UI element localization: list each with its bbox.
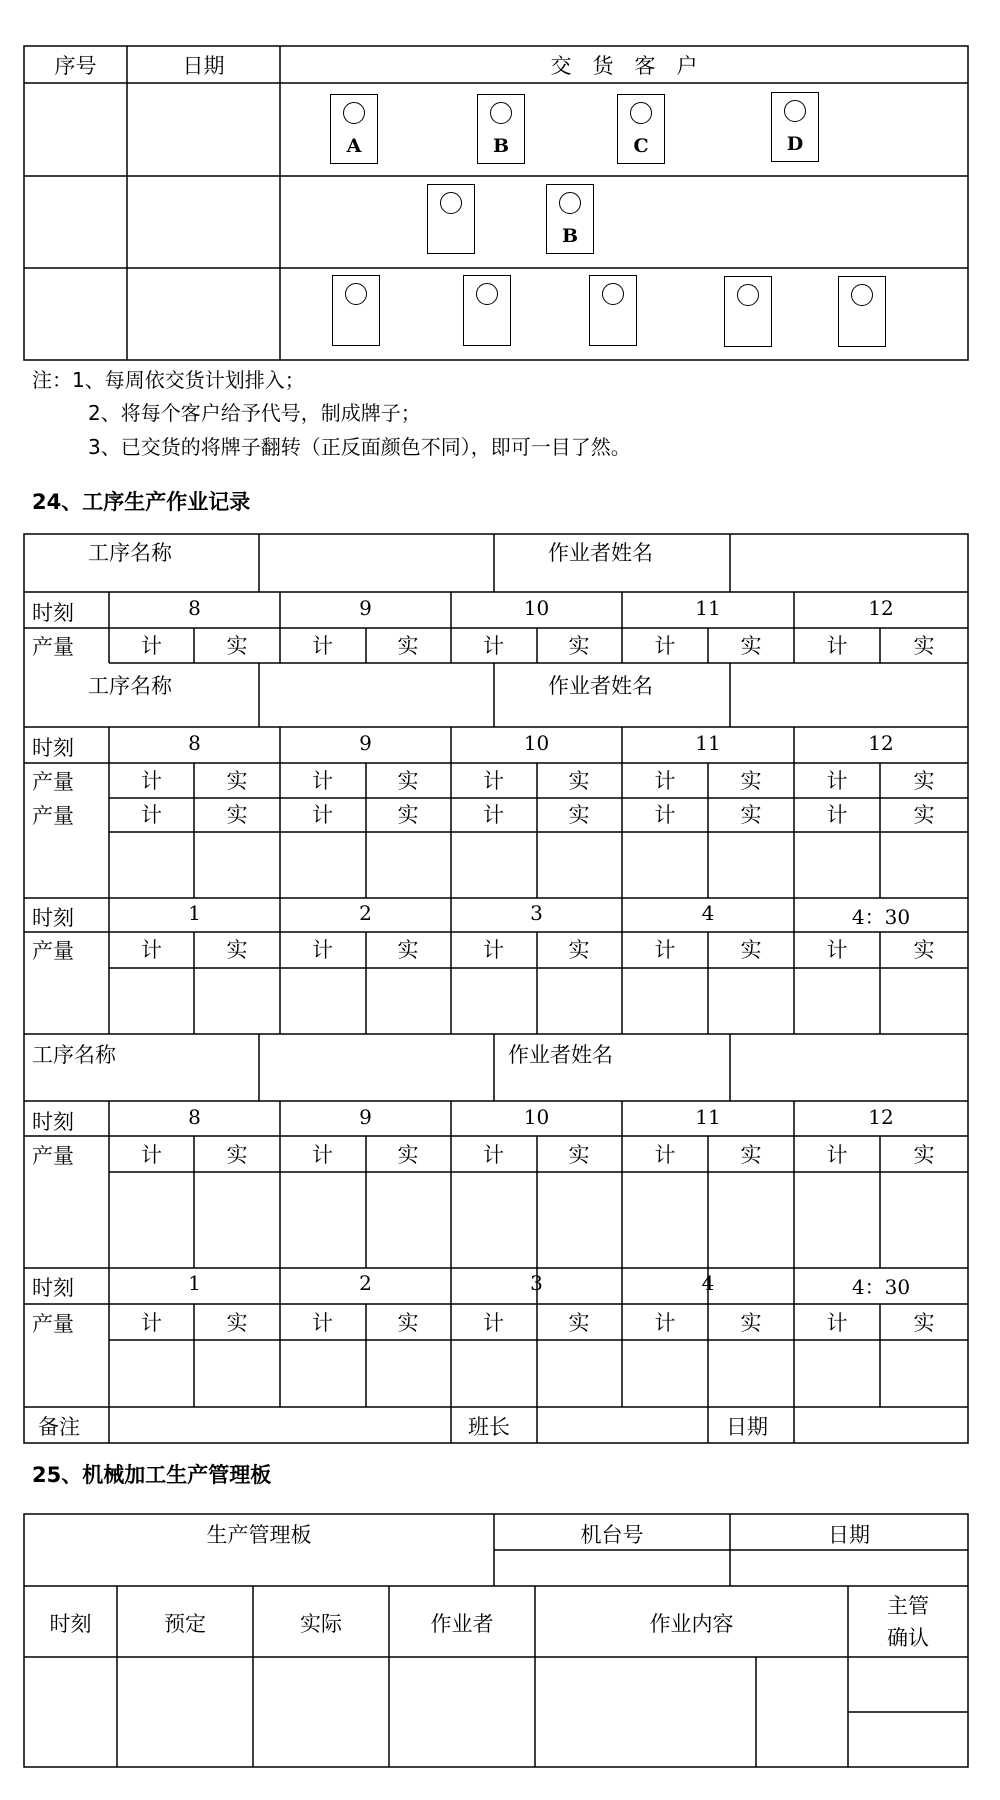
plan-label: 计 <box>312 1143 333 1167</box>
delivery-table <box>0 0 1000 365</box>
plan-label: 计 <box>654 938 676 962</box>
hour-label: 12 <box>868 1105 894 1129</box>
note-2: 2、将每个客户给予代号，制成牌子； <box>88 401 421 425</box>
header-serial-no: 序号 <box>54 54 97 78</box>
hole-icon <box>343 102 365 124</box>
col-scheduled: 预定 <box>164 1612 206 1636</box>
actual-label: 实 <box>568 803 590 827</box>
plan-label: 计 <box>483 1143 504 1167</box>
plan-label: 计 <box>141 1143 162 1167</box>
hole-icon <box>630 102 652 124</box>
actual-label: 实 <box>568 938 590 962</box>
hour-label: 4 <box>701 901 715 925</box>
customer-card[interactable] <box>332 275 380 346</box>
plan-label: 计 <box>654 769 676 793</box>
plan-label: 计 <box>826 634 848 658</box>
output-label: 产量 <box>32 770 74 794</box>
process-name-label: 工序名称 <box>88 674 172 698</box>
hour-label: 4：30 <box>851 1275 911 1299</box>
actual-label: 实 <box>397 803 419 827</box>
card-label: C <box>633 135 649 157</box>
customer-card[interactable] <box>427 184 475 254</box>
time-label: 时刻 <box>32 601 74 625</box>
plan-label: 计 <box>654 634 676 658</box>
actual-label: 实 <box>740 769 762 793</box>
remarks-label: 备注 <box>38 1415 80 1439</box>
hole-icon <box>851 284 873 306</box>
hour-label: 11 <box>695 731 721 755</box>
actual-label: 实 <box>740 634 762 658</box>
plan-label: 计 <box>312 769 333 793</box>
actual-label: 实 <box>397 1143 419 1167</box>
hole-icon <box>737 284 759 306</box>
date-label: 日期 <box>726 1415 768 1439</box>
hour-label: 4 <box>701 1271 715 1295</box>
plan-label: 计 <box>141 803 162 827</box>
hour-label: 12 <box>868 596 894 620</box>
actual-label: 实 <box>226 769 248 793</box>
plan-label: 计 <box>141 634 162 658</box>
management-board-table <box>0 1500 1000 1800</box>
plan-label: 计 <box>312 938 333 962</box>
plan-label: 计 <box>312 1311 333 1335</box>
plan-label: 计 <box>141 769 162 793</box>
header-delivery-customer: 交 货 客 户 <box>550 54 698 78</box>
actual-label: 实 <box>913 634 935 658</box>
hour-label: 1 <box>188 901 201 925</box>
plan-label: 计 <box>483 634 504 658</box>
process-record-table <box>0 520 1000 1450</box>
actual-label: 实 <box>740 938 762 962</box>
actual-label: 实 <box>740 1311 762 1335</box>
hour-label: 11 <box>695 596 721 620</box>
customer-card-d[interactable] <box>771 92 819 162</box>
actual-label: 实 <box>397 938 419 962</box>
actual-label: 实 <box>568 1143 590 1167</box>
output-label: 产量 <box>32 1144 74 1168</box>
hour-label: 3 <box>530 1271 543 1295</box>
customer-card[interactable] <box>724 276 772 347</box>
actual-label: 实 <box>913 769 935 793</box>
col-actual: 实际 <box>300 1612 342 1636</box>
actual-label: 实 <box>913 1143 935 1167</box>
col-work-content: 作业内容 <box>649 1612 734 1636</box>
plan-label: 计 <box>312 803 333 827</box>
process-name-label: 工序名称 <box>32 1043 116 1067</box>
hole-icon <box>602 283 624 305</box>
card-label: A <box>346 135 362 157</box>
hour-label: 11 <box>695 1105 721 1129</box>
hour-label: 10 <box>523 1105 550 1129</box>
actual-label: 实 <box>568 634 590 658</box>
hole-icon <box>345 283 367 305</box>
plan-label: 计 <box>483 938 504 962</box>
plan-label: 计 <box>654 803 676 827</box>
actual-label: 实 <box>397 769 419 793</box>
header-date: 日期 <box>182 54 225 78</box>
actual-label: 实 <box>226 634 248 658</box>
time-label: 时刻 <box>32 736 74 760</box>
section-24-heading: 24、工序生产作业记录 <box>32 490 251 514</box>
actual-label: 实 <box>568 1311 590 1335</box>
customer-card[interactable] <box>589 275 637 346</box>
hour-label: 9 <box>359 1105 372 1129</box>
actual-label: 实 <box>397 1311 419 1335</box>
time-label: 时刻 <box>32 1110 74 1134</box>
col-operator: 作业者 <box>430 1612 494 1636</box>
hour-label: 4：30 <box>851 905 911 929</box>
hour-label: 1 <box>188 1271 201 1295</box>
plan-label: 计 <box>654 1311 676 1335</box>
plan-label: 计 <box>312 634 333 658</box>
machine-no-label: 机台号 <box>580 1523 644 1547</box>
col-supervisor-line1: 主管 <box>887 1594 929 1618</box>
card-label: B <box>561 225 579 247</box>
customer-card-a[interactable] <box>330 94 378 164</box>
plan-label: 计 <box>141 1311 162 1335</box>
actual-label: 实 <box>913 1311 935 1335</box>
output-label: 产量 <box>32 939 74 963</box>
output-label: 产量 <box>32 635 74 659</box>
card-label: B <box>492 135 510 157</box>
note-1: 注：1、每周依交货计划排入； <box>32 368 305 392</box>
output-label: 产量 <box>32 804 74 828</box>
actual-label: 实 <box>226 1143 248 1167</box>
plan-label: 计 <box>826 769 848 793</box>
hour-label: 2 <box>359 901 372 925</box>
board-title: 生产管理板 <box>206 1523 312 1547</box>
col-time: 时刻 <box>49 1612 92 1636</box>
section-25-heading: 25、机械加工生产管理板 <box>32 1463 272 1487</box>
hour-label: 10 <box>523 731 550 755</box>
plan-label: 计 <box>826 1143 848 1167</box>
hole-icon <box>440 192 462 214</box>
plan-label: 计 <box>483 1311 504 1335</box>
actual-label: 实 <box>568 769 590 793</box>
hole-icon <box>784 100 806 122</box>
hour-label: 2 <box>359 1271 372 1295</box>
plan-label: 计 <box>826 938 848 962</box>
customer-card[interactable] <box>838 276 886 347</box>
hour-label: 8 <box>188 1105 201 1129</box>
actual-label: 实 <box>913 803 935 827</box>
hole-icon <box>476 283 498 305</box>
note-3: 3、已交货的将牌子翻转（正反面颜色不同），即可一目了然。 <box>88 435 631 459</box>
plan-label: 计 <box>483 769 504 793</box>
customer-card-b[interactable] <box>477 94 525 164</box>
plan-label: 计 <box>141 938 162 962</box>
leader-label: 班长 <box>468 1415 510 1439</box>
hour-label: 9 <box>359 731 372 755</box>
actual-label: 实 <box>740 1143 762 1167</box>
operator-name-label: 作业者姓名 <box>548 541 653 565</box>
hour-label: 12 <box>868 731 894 755</box>
process-name-label: 工序名称 <box>88 541 172 565</box>
actual-label: 实 <box>740 803 762 827</box>
operator-name-label: 作业者姓名 <box>508 1043 613 1067</box>
customer-card[interactable] <box>463 275 511 346</box>
plan-label: 计 <box>483 803 504 827</box>
hour-label: 10 <box>523 596 550 620</box>
plan-label: 计 <box>654 1143 676 1167</box>
hour-label: 8 <box>188 731 201 755</box>
actual-label: 实 <box>913 938 935 962</box>
operator-name-label: 作业者姓名 <box>548 674 653 698</box>
plan-label: 计 <box>826 1311 848 1335</box>
actual-label: 实 <box>226 938 248 962</box>
hole-icon <box>559 192 581 214</box>
card-label: D <box>786 133 804 155</box>
board-date-label: 日期 <box>828 1523 870 1547</box>
output-label: 产量 <box>32 1312 74 1336</box>
hour-label: 8 <box>188 596 201 620</box>
actual-label: 实 <box>226 1311 248 1335</box>
hour-label: 3 <box>530 901 543 925</box>
time-label: 时刻 <box>32 1276 74 1300</box>
time-label: 时刻 <box>32 906 74 930</box>
hole-icon <box>490 102 512 124</box>
actual-label: 实 <box>397 634 419 658</box>
customer-card-b[interactable] <box>546 184 594 254</box>
hour-label: 9 <box>359 596 372 620</box>
plan-label: 计 <box>826 803 848 827</box>
actual-label: 实 <box>226 803 248 827</box>
col-supervisor-line2: 确认 <box>887 1626 929 1650</box>
customer-card-c[interactable] <box>617 94 665 164</box>
